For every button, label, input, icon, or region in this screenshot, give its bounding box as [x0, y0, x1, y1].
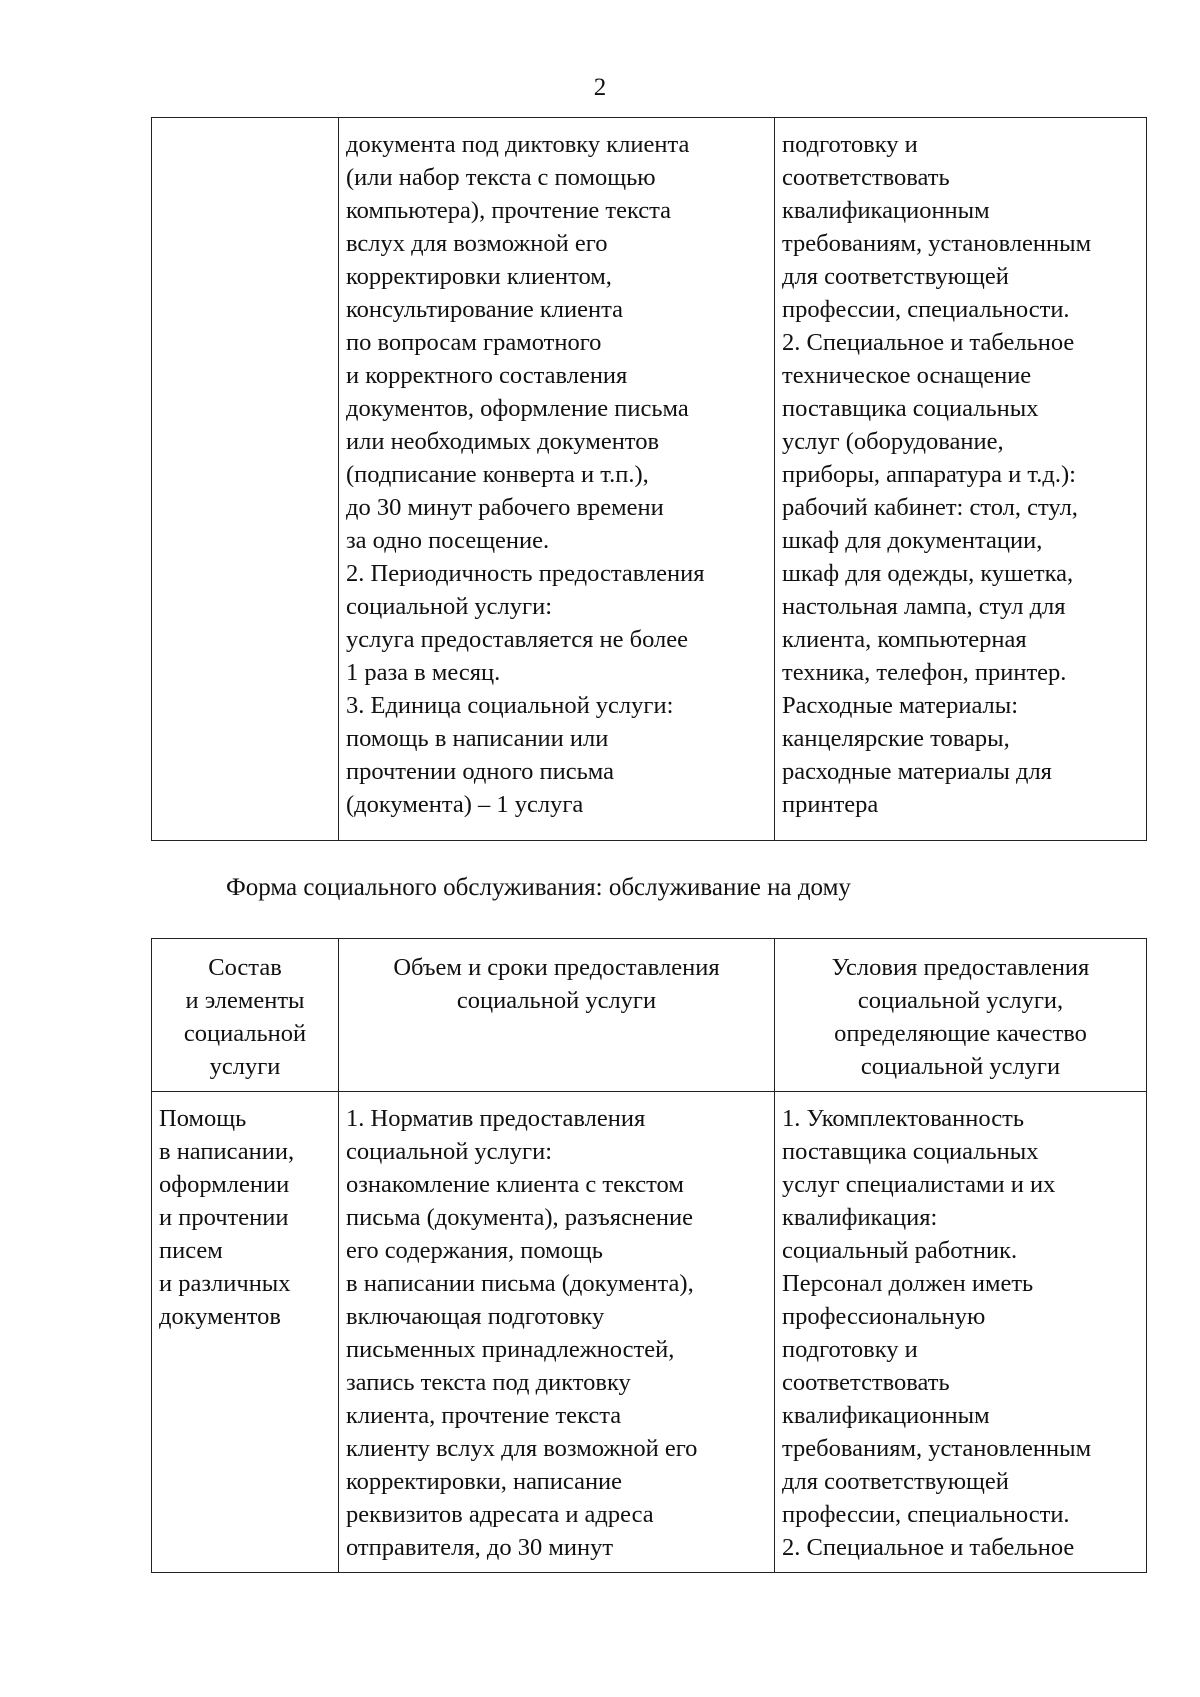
text-line: оформлении	[159, 1171, 290, 1198]
table-row	[152, 1092, 1147, 1573]
text-line: требованиям, установленным	[782, 230, 1092, 257]
text-line: и элементы	[185, 987, 305, 1014]
conditions-cell	[775, 118, 1147, 841]
text-line: корректировки клиентом,	[346, 263, 612, 290]
text-line: профессии, специальности.	[782, 1501, 1070, 1528]
text-line: канцелярские товары,	[782, 725, 1010, 752]
text-line: в написании письма (документа),	[346, 1270, 694, 1297]
header-volume-cell	[339, 939, 775, 1092]
text-line: Состав	[208, 954, 282, 981]
volume-terms-text	[339, 1092, 774, 1572]
text-line: поставщика социальных	[782, 1138, 1039, 1165]
text-line: Помощь	[159, 1105, 247, 1132]
text-line: подготовку и	[782, 1336, 918, 1363]
text-line: подготовку и	[782, 131, 918, 158]
text-line: Персонал должен иметь	[782, 1270, 1034, 1297]
text-line: включающая подготовку	[346, 1303, 605, 1330]
text-line: 1 раза в месяц.	[346, 659, 501, 686]
continued-services-table	[151, 117, 1147, 841]
service-name-text	[152, 1092, 338, 1341]
text-line: письменных принадлежностей,	[346, 1336, 675, 1363]
text-line: прочтении одного письма	[346, 758, 615, 785]
text-line: клиента, прочтение текста	[346, 1402, 622, 1429]
text-line: определяющие качество	[834, 1020, 1087, 1047]
text-line: корректировки, написание	[346, 1468, 623, 1495]
text-line: шкаф для документации,	[782, 527, 1043, 554]
text-line: за одно посещение.	[346, 527, 550, 554]
text-line: по вопросам грамотного	[346, 329, 602, 356]
volume-terms-cell	[339, 1092, 775, 1573]
text-line: социальной услуги:	[346, 1138, 553, 1165]
text-line: социальной услуги	[860, 1053, 1061, 1080]
text-line: Расходные материалы:	[782, 692, 1019, 719]
text-line: Условия предоставления	[831, 954, 1090, 981]
text-line: квалификационным	[782, 197, 990, 224]
text-line: услуги	[209, 1053, 281, 1080]
service-name-cell	[152, 1092, 339, 1573]
text-line: до 30 минут рабочего времени	[346, 494, 664, 521]
text-line: письма (документа), разъяснение	[346, 1204, 694, 1231]
text-line: 2. Специальное и табельное	[782, 329, 1075, 356]
text-line: компьютера), прочтение текста	[346, 197, 672, 224]
text-line: клиенту вслух для возможной его	[346, 1435, 698, 1462]
text-line: его содержания, помощь	[346, 1237, 603, 1264]
text-line: реквизитов адресата и адреса	[346, 1501, 654, 1528]
text-line: требованиям, установленным	[782, 1435, 1092, 1462]
text-line: социальной	[183, 1020, 307, 1047]
text-line: 3. Единица социальной услуги:	[346, 692, 674, 719]
conditions-text	[775, 1092, 1146, 1572]
text-line: для соответствующей	[782, 263, 1009, 290]
text-line: и корректного составления	[346, 362, 628, 389]
text-line: 2. Периодичность предоставления	[346, 560, 705, 587]
text-line: шкаф для одежды, кушетка,	[782, 560, 1074, 587]
text-line: 1. Укомплектованность	[782, 1105, 1025, 1132]
text-line: для соответствующей	[782, 1468, 1009, 1495]
text-line: профессиональную	[782, 1303, 986, 1330]
text-line: настольная лампа, стул для	[782, 593, 1066, 620]
header-composition-text	[152, 939, 338, 1091]
text-line: документов, оформление письма	[346, 395, 689, 422]
text-line: или необходимых документов	[346, 428, 660, 455]
text-line: (документа) – 1 услуга	[346, 791, 584, 818]
service-name-text	[152, 118, 338, 136]
text-line: социальной услуги:	[346, 593, 553, 620]
text-line: приборы, аппаратура и т.д.):	[782, 461, 1076, 488]
text-line: в написании,	[159, 1138, 295, 1165]
text-line: документа под диктовку клиента	[346, 131, 690, 158]
text-line: поставщика социальных	[782, 395, 1039, 422]
text-line: запись текста под диктовку	[346, 1369, 631, 1396]
header-volume-text	[339, 939, 774, 1025]
header-conditions-text	[775, 939, 1146, 1091]
text-line: квалификационным	[782, 1402, 990, 1429]
table-header-row	[152, 939, 1147, 1092]
text-line: (подписание конверта и т.п.),	[346, 461, 649, 488]
page-number: 2	[593, 74, 607, 101]
text-line: техника, телефон, принтер.	[782, 659, 1067, 686]
text-line: и различных	[159, 1270, 291, 1297]
text-line: профессии, специальности.	[782, 296, 1070, 323]
text-line: вслух для возможной его	[346, 230, 608, 257]
text-line: ознакомление клиента с текстом	[346, 1171, 684, 1198]
service-form-caption: Форма социального обслуживания: обслуживание на дому	[226, 874, 851, 901]
text-line: расходные материалы для	[782, 758, 1052, 785]
text-line: (или набор текста с помощью	[346, 164, 656, 191]
text-line: техническое оснащение	[782, 362, 1032, 389]
text-line: Объем и сроки предоставления	[393, 954, 720, 981]
volume-terms-cell	[339, 118, 775, 841]
text-line: клиента, компьютерная	[782, 626, 1027, 653]
header-composition-cell	[152, 939, 339, 1092]
text-line: социальной услуги	[456, 987, 657, 1014]
table-row	[152, 118, 1147, 841]
text-line: услуга предоставляется не более	[346, 626, 689, 653]
text-line: соответствовать	[782, 1369, 950, 1396]
text-line: консультирование клиента	[346, 296, 623, 323]
text-line: принтера	[782, 791, 879, 818]
text-line: и прочтении	[159, 1204, 289, 1231]
conditions-text	[775, 118, 1146, 829]
service-name-cell	[152, 118, 339, 841]
text-line: 1. Норматив предоставления	[346, 1105, 646, 1132]
conditions-cell	[775, 1092, 1147, 1573]
volume-terms-text	[339, 118, 774, 829]
text-line: социальной услуги,	[857, 987, 1064, 1014]
text-line: документов	[159, 1303, 281, 1330]
text-line: 2. Специальное и табельное	[782, 1534, 1075, 1561]
text-line: писем	[159, 1237, 223, 1264]
text-line: помощь в написании или	[346, 725, 609, 752]
text-line: услуг (оборудование,	[782, 428, 1004, 455]
text-line: отправителя, до 30 минут	[346, 1534, 614, 1561]
text-line: квалификация:	[782, 1204, 938, 1231]
home-service-table	[151, 938, 1147, 1573]
text-line: услуг специалистами и их	[782, 1171, 1056, 1198]
text-line: рабочий кабинет: стол, стул,	[782, 494, 1078, 521]
text-line: социальный работник.	[782, 1237, 1018, 1264]
text-line: соответствовать	[782, 164, 950, 191]
header-conditions-cell	[775, 939, 1147, 1092]
